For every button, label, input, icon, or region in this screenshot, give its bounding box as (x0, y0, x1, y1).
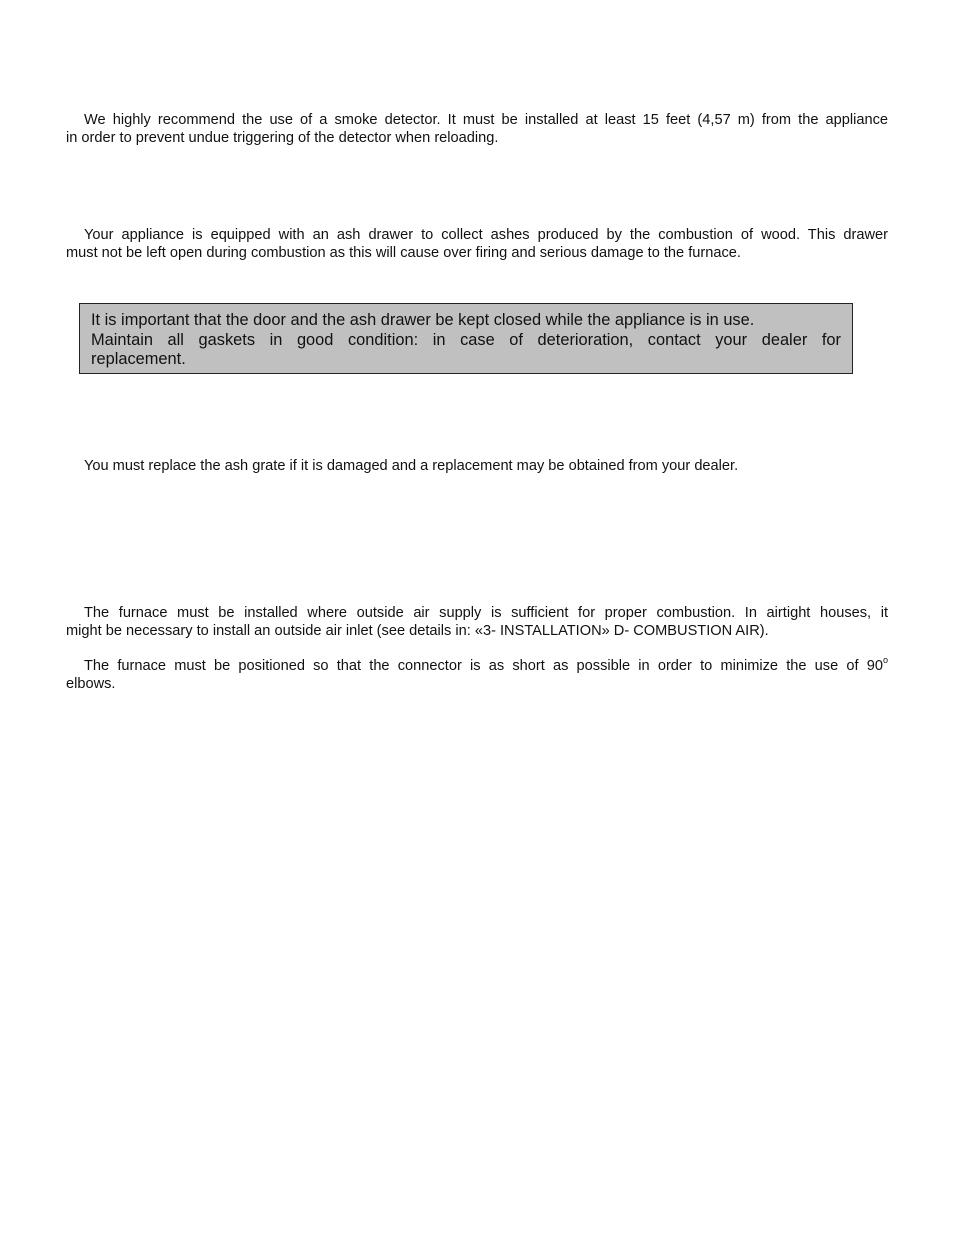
air-supply-line-1: The furnace must be installed where outside air supply is sufficient for proper combustion. In airtight houses, it (84, 605, 888, 621)
air-supply-paragraph (66, 604, 888, 640)
ash-drawer-line-2: must not be left open during combustion as this will cause over firing and serious damage to the furnace. (66, 245, 741, 261)
ash-drawer-paragraph (66, 226, 888, 262)
smoke-detector-paragraph (66, 111, 888, 147)
smoke-detector-line-1: We highly recommend the use of a smoke detector. It must be installed at least 15 feet (4,57 m) from the appliance (84, 112, 888, 128)
degree-superscript: o (882, 655, 888, 666)
connector-line-2: elbows. (66, 676, 116, 692)
connector-line-1: The furnace must be positioned so that the connector is as short as possible in order to minimize the use of 90 (84, 658, 883, 674)
notice-line-2: Maintain all gaskets in good condition: in case of deterioration, contact your dealer for (91, 330, 841, 349)
ash-grate-text: You must replace the ash grate if it is damaged and a replacement may be obtained from your dealer. (84, 458, 739, 474)
air-supply-line-2: might be necessary to install an outside air inlet (see details in: «3- INSTALLATION» D- COMBUSTION AIR). (66, 623, 769, 639)
ash-drawer-line-1: Your appliance is equipped with an ash drawer to collect ashes produced by the combustion of wood. This drawer (84, 227, 888, 243)
ash-grate-paragraph (66, 457, 888, 475)
connector-paragraph (66, 657, 888, 693)
notice-line-3: replacement. (91, 350, 186, 368)
smoke-detector-line-2: in order to prevent undue triggering of the detector when reloading. (66, 130, 499, 146)
notice-line-1: It is important that the door and the ash drawer be kept closed while the appliance is in use. (91, 311, 755, 329)
safety-notice-box (79, 303, 853, 374)
